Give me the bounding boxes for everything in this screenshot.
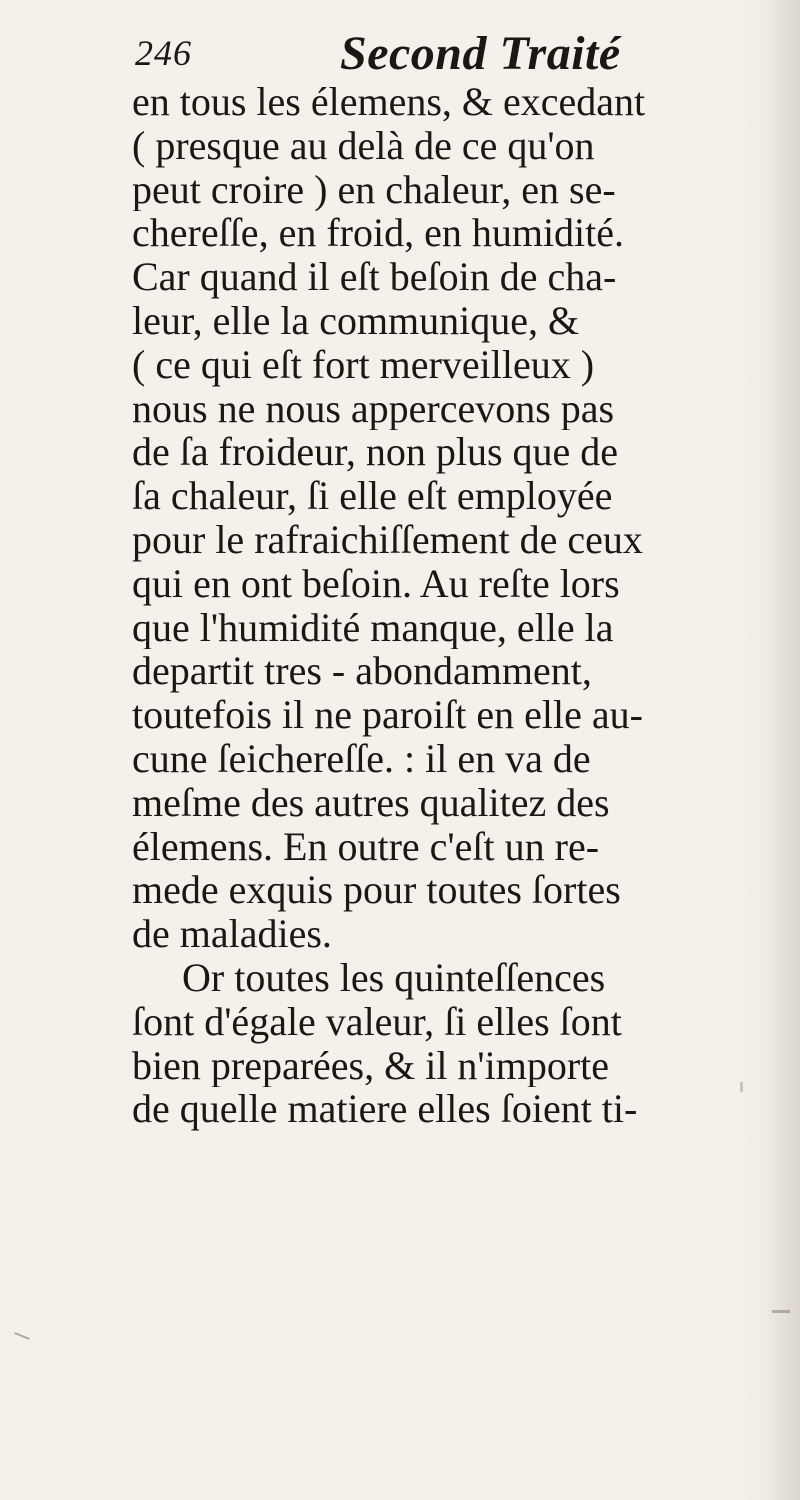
text-line: chereſſe, en froid, en humidité.	[132, 211, 625, 256]
text-line: bien preparées, & il n'importe	[132, 1043, 610, 1088]
text-line: que l'humidité manque, elle la	[132, 605, 614, 650]
text-line: nous ne nous appercevons pas	[132, 386, 615, 431]
text-line: pour le rafraichiſſement de ceux	[132, 517, 643, 562]
text-line: leur, elle la communique, &	[132, 298, 580, 343]
page-number: 246	[135, 33, 192, 73]
text-line: Or toutes les quinteſſences	[182, 955, 606, 1000]
text-line: élemens. En outre c'eſt un re-	[132, 824, 600, 869]
paragraph-2	[132, 956, 772, 1131]
text-line: ( presque au delà de ce qu'on	[132, 123, 595, 168]
text-line: en tous les élemens, & excedant	[132, 80, 646, 124]
text-line: departit tres - abondamment,	[132, 649, 592, 694]
text-line: Car quand il eſt beſoin de cha-	[132, 255, 617, 299]
text-line: cune ſeichereſſe. : il en va de	[132, 736, 591, 781]
text-line: ( ce qui eſt fort merveilleux )	[132, 342, 595, 387]
running-title: Second Traité	[340, 27, 621, 80]
paragraph-1	[132, 80, 772, 956]
page-header	[135, 20, 755, 80]
text-block	[132, 80, 772, 1131]
text-line: toutefois il ne paroiſt en elle au-	[132, 693, 643, 737]
paper-mark	[772, 1310, 790, 1313]
text-line: qui en ont beſoin. Au reſte lors	[132, 561, 620, 606]
text-line: meſme des autres qualitez des	[132, 780, 610, 825]
text-line: de maladies.	[132, 912, 332, 956]
text-line: ſont d'égale valeur, ſi elles ſont	[132, 999, 622, 1044]
text-line: mede exquis pour toutes ſortes	[132, 868, 621, 913]
text-line: de quelle matiere elles ſoient ti-	[132, 1087, 638, 1132]
paper-mark	[14, 1332, 30, 1340]
text-line: ſa chaleur, ſi elle eſt employée	[132, 474, 613, 518]
paper-mark	[740, 1082, 743, 1092]
text-line: de ſa froideur, non plus que de	[132, 430, 619, 475]
text-line: peut croire ) en chaleur, en se-	[132, 167, 616, 212]
